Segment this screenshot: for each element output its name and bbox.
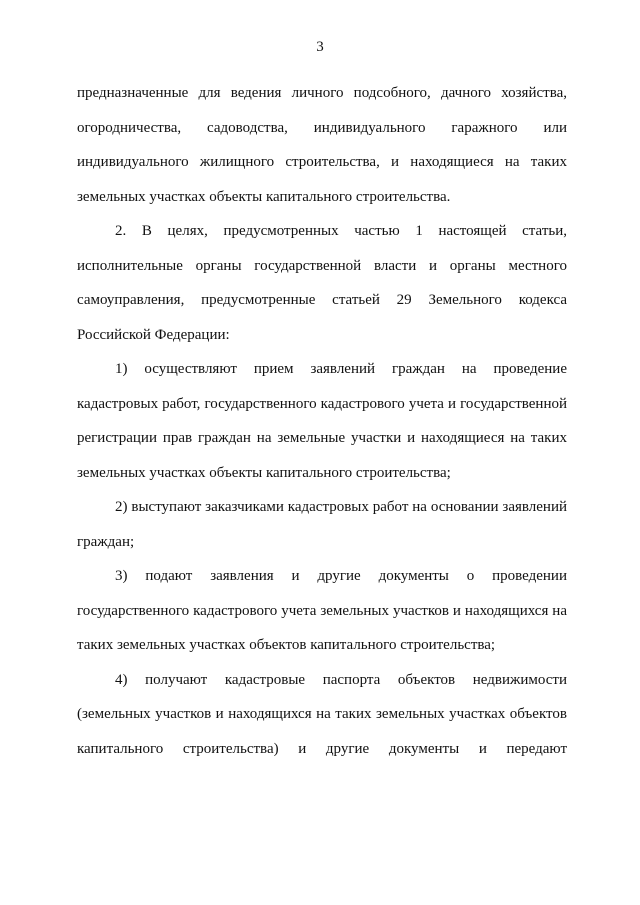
paragraph-item-2: 2. В целях, предусмотренных частью 1 настоящей статьи, исполнительные органы государственной власти и органы местного самоуправления, предусмотренные статьей 29 Земельного кодекса Российской Федерации: <box>77 223 567 343</box>
paragraph-continuation: предназначенные для ведения личного подсобного, дачного хозяйства, огородничества, садоводства, индивидуального гаражного или индивидуального жилищного строительства, и находящиеся на таких земельных участках объекты капитального строительства. <box>77 85 567 205</box>
document-body <box>77 76 567 766</box>
list-item-2: 2) выступают заказчиками кадастровых работ на основании заявлений граждан; <box>77 499 567 550</box>
page-number: 3 <box>316 39 324 55</box>
list-item-1: 1) осуществляют прием заявлений граждан на проведение кадастровых работ, государственного кадастрового учета и государственной регистрации прав граждан на земельные участки и находящиеся на таких земельных участках объекты капитального строительства; <box>77 361 567 481</box>
list-item-4: 4) получают кадастровые паспорта объектов недвижимости (земельных участков и находящихся на таких земельных участках объектов капитального строительства) и другие документы и передают <box>77 671 567 757</box>
list-item-3: 3) подают заявления и другие документы о проведении государственного кадастрового учета земельных участков и находящихся на таких земельных участках объектов капитального строительства; <box>77 568 567 653</box>
